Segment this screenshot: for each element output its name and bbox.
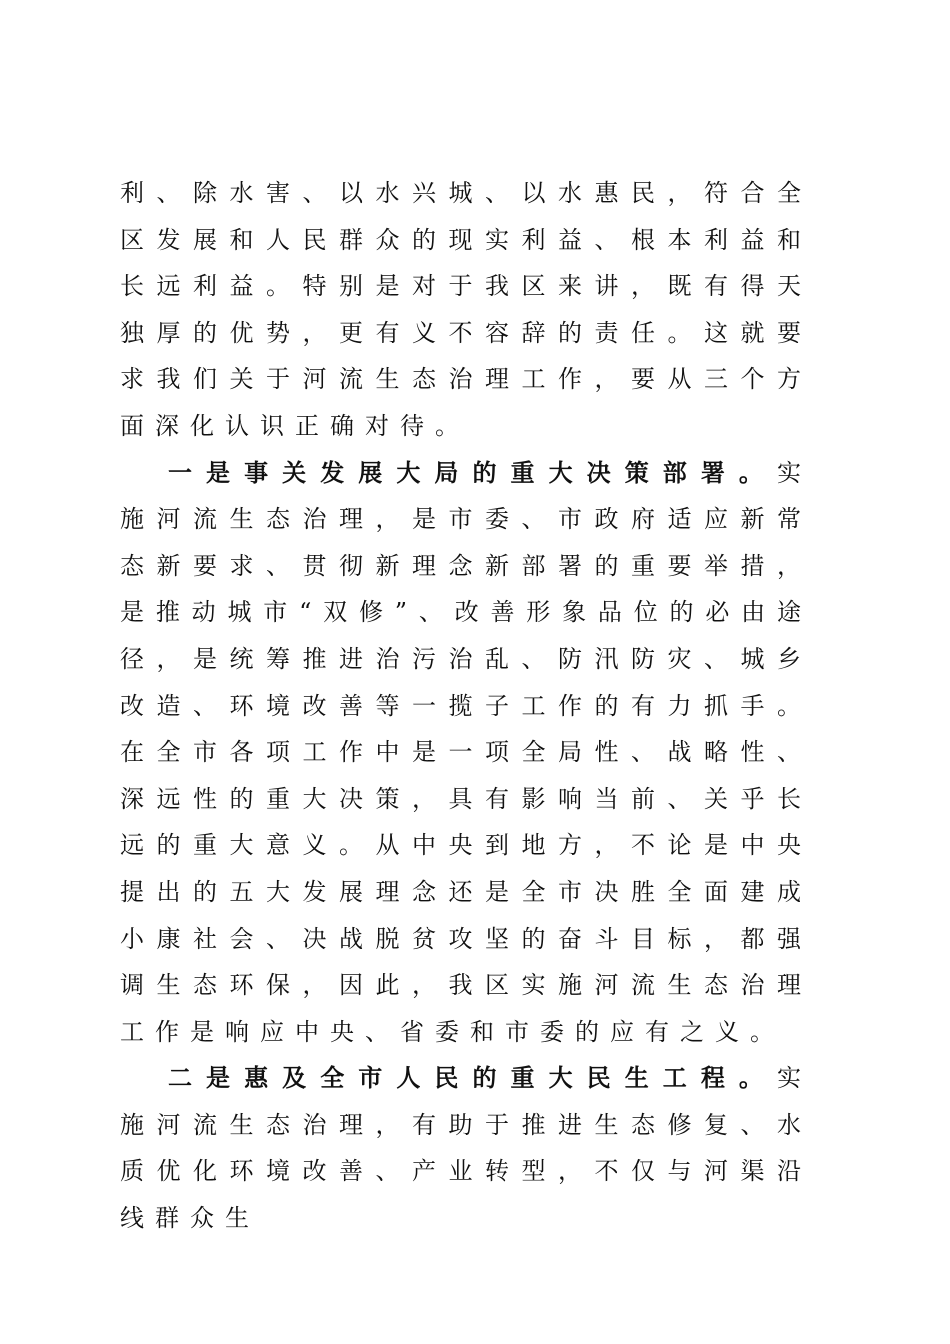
paragraph-text: 利、除水害、以水兴城、以水惠民，符合全区发展和人民群众的现实利益、根本利益和长远利益。特别是对于我区来讲，既有得天独厚的优势，更有义不容辞的责任。这就要求我们关于河流生态治理工作，要从三个方面深化认识正确对待。 — [120, 179, 812, 440]
paragraph-text: 实施河流生态治理，是市委、市政府适应新常态新要求、贯彻新理念新部署的重要举措，是推动城市“双修”、改善形象品位的必由途径，是统筹推进治污治乱、防汛防灾、城乡改造、环境改善等一揽子工作的有力抓手。在全市各项工作中是一项全局性、战略性、深远性的重大决策，具有影响当前、关乎长远的重大意义。从中央到地方，不论是中央提出的五大发展理念还是全市决胜全面建成小康社会、决战脱贫攻坚的奋斗目标，都强调生态环保，因此，我区实施河流生态治理工作是响应中央、省委和市委的应有之义。 — [120, 458, 812, 1046]
paragraph-point-one — [120, 450, 812, 1056]
paragraph-lead-heading: 二是惠及全市人民的重大民生工程。 — [168, 1063, 777, 1093]
paragraph-point-two — [120, 1055, 812, 1241]
paragraph-text: 实施河流生态治理，有助于推进生态修复、水质优化环境改善、产业转型，不仅与河渠沿线群众生 — [120, 1064, 812, 1233]
paragraph-continuation — [120, 170, 812, 450]
document-body — [120, 170, 812, 1242]
paragraph-lead-heading: 一是事关发展大局的重大决策部署。 — [168, 457, 777, 487]
